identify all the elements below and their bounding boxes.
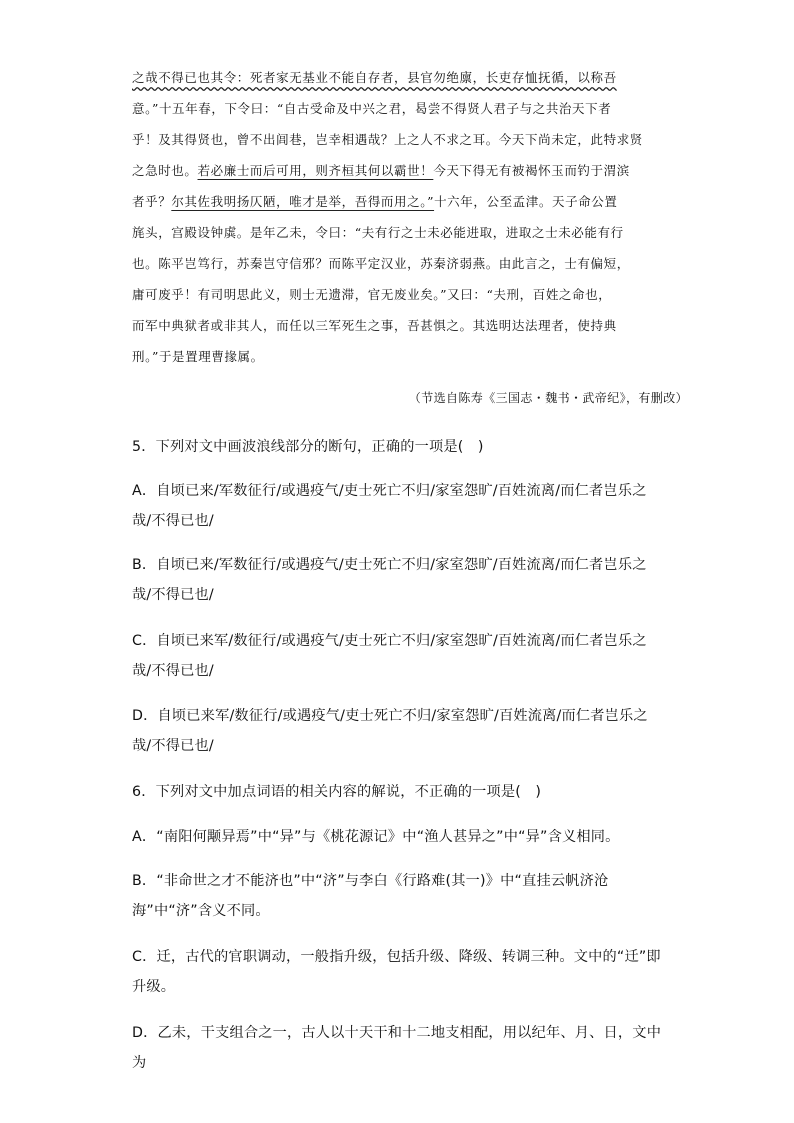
passage-line (132, 186, 662, 217)
wavy-underlined-text: 之哉不得已也其令：死者家无基业不能自存者，县官勿绝廪，长吏存恤抚循，以称吾 (132, 70, 617, 85)
question-6-option-b: B．“非命世之才不能济也”中“济”与李白《行路难(其一)》中“直挂云帆济沧海”中“济”含义不同。 (132, 873, 609, 919)
passage-text: 十六年，公至孟津。天子命公置 (434, 194, 618, 209)
source-citation: （节选自陈寿《三国志・魏书・武帝纪》，有删改） (408, 391, 688, 405)
passage-line: 也。陈平岂笃行，苏秦岂守信邪？而陈平定汉业，苏秦济弱燕。由此言之，士有偏短， (132, 256, 630, 271)
question-5-stem: 5．下列对文中画波浪线部分的断句，正确的一项是( ) (132, 439, 484, 455)
question-5-option-a: A．自顷已来/军数征行/或遇疫气/吏士死亡不归/家室怨旷/百姓流离/而仁者岂乐之哉/不得已也/ (132, 483, 647, 529)
passage-line: 乎！及其得贤也，曾不出闾巷，岂幸相遇哉？上之人不求之耳。今天下尚未定，此特求贤 (132, 132, 643, 147)
classical-passage (132, 62, 662, 372)
passage-line: 而军中典狱者或非其人，而任以三军死生之事，吾甚惧之。其选明达法理者，使持典 (132, 318, 617, 333)
passage-line: 旄头，宫殿设钟虡。是年乙未，令曰：“夫有行之士未必能进取，进取之士未必能有行 (132, 225, 624, 240)
question-6-option-a: A．“南阳何颙异焉”中“异”与《桃花源记》中“渔人甚异之”中“异”含义相同。 (132, 829, 620, 845)
question-6-option-c: C．迁，古代的官职调动，一般指升级，包括升级、降级、转调三种。文中的“迁”即升级。 (132, 949, 661, 995)
underlined-sentence: 尔其佐我明扬仄陋，唯才是举，吾得而用之。” (171, 194, 435, 209)
passage-line (132, 155, 662, 186)
question-6-stem: 6．下列对文中加点词语的相关内容的解说，不正确的一项是( ) (132, 784, 542, 800)
question-5-option-c: C．自顷已来军/数征行/或遇疫气/吏士死亡不归/家室怨旷/百姓流离/而仁者岂乐之哉/不得已也/ (132, 633, 647, 679)
passage-text: 之急时也。 (132, 163, 198, 178)
underlined-sentence: 若必廉士而后可用，则齐桓其何以霸世！ (197, 163, 434, 178)
passage-line: 庸可废乎！有司明思此义，则士无遗滞，官无废业矣。”又曰：“夫刑，百姓之命也， (132, 287, 612, 302)
question-5-option-b: B．自顷已来/军数征行/或遇疫气/吏士死亡不归/家室怨旷/百姓流离/而仁者岂乐之哉/不得已也/ (132, 557, 647, 603)
question-6-option-d: D．乙未，干支组合之一，古人以十天干和十二地支相配，用以纪年、月、日，文中为 (132, 1025, 662, 1071)
passage-line: 意。”十五年春，下令曰：“自古受命及中兴之君，曷尝不得贤人君子与之共治天下者 (132, 101, 612, 116)
question-5-option-d: D．自顷已来军/数征行/或遇疫气/吏士死亡不归/家室怨旷/百姓流离/而仁者岂乐之哉/不得已也/ (132, 708, 648, 754)
passage-line (132, 62, 662, 93)
passage-text: 今天下得无有被褐怀玉而钓于渭滨 (433, 163, 630, 178)
passage-text: 者乎？ (132, 194, 172, 209)
passage-line: 刑。”于是置理曹掾属。 (132, 349, 264, 364)
